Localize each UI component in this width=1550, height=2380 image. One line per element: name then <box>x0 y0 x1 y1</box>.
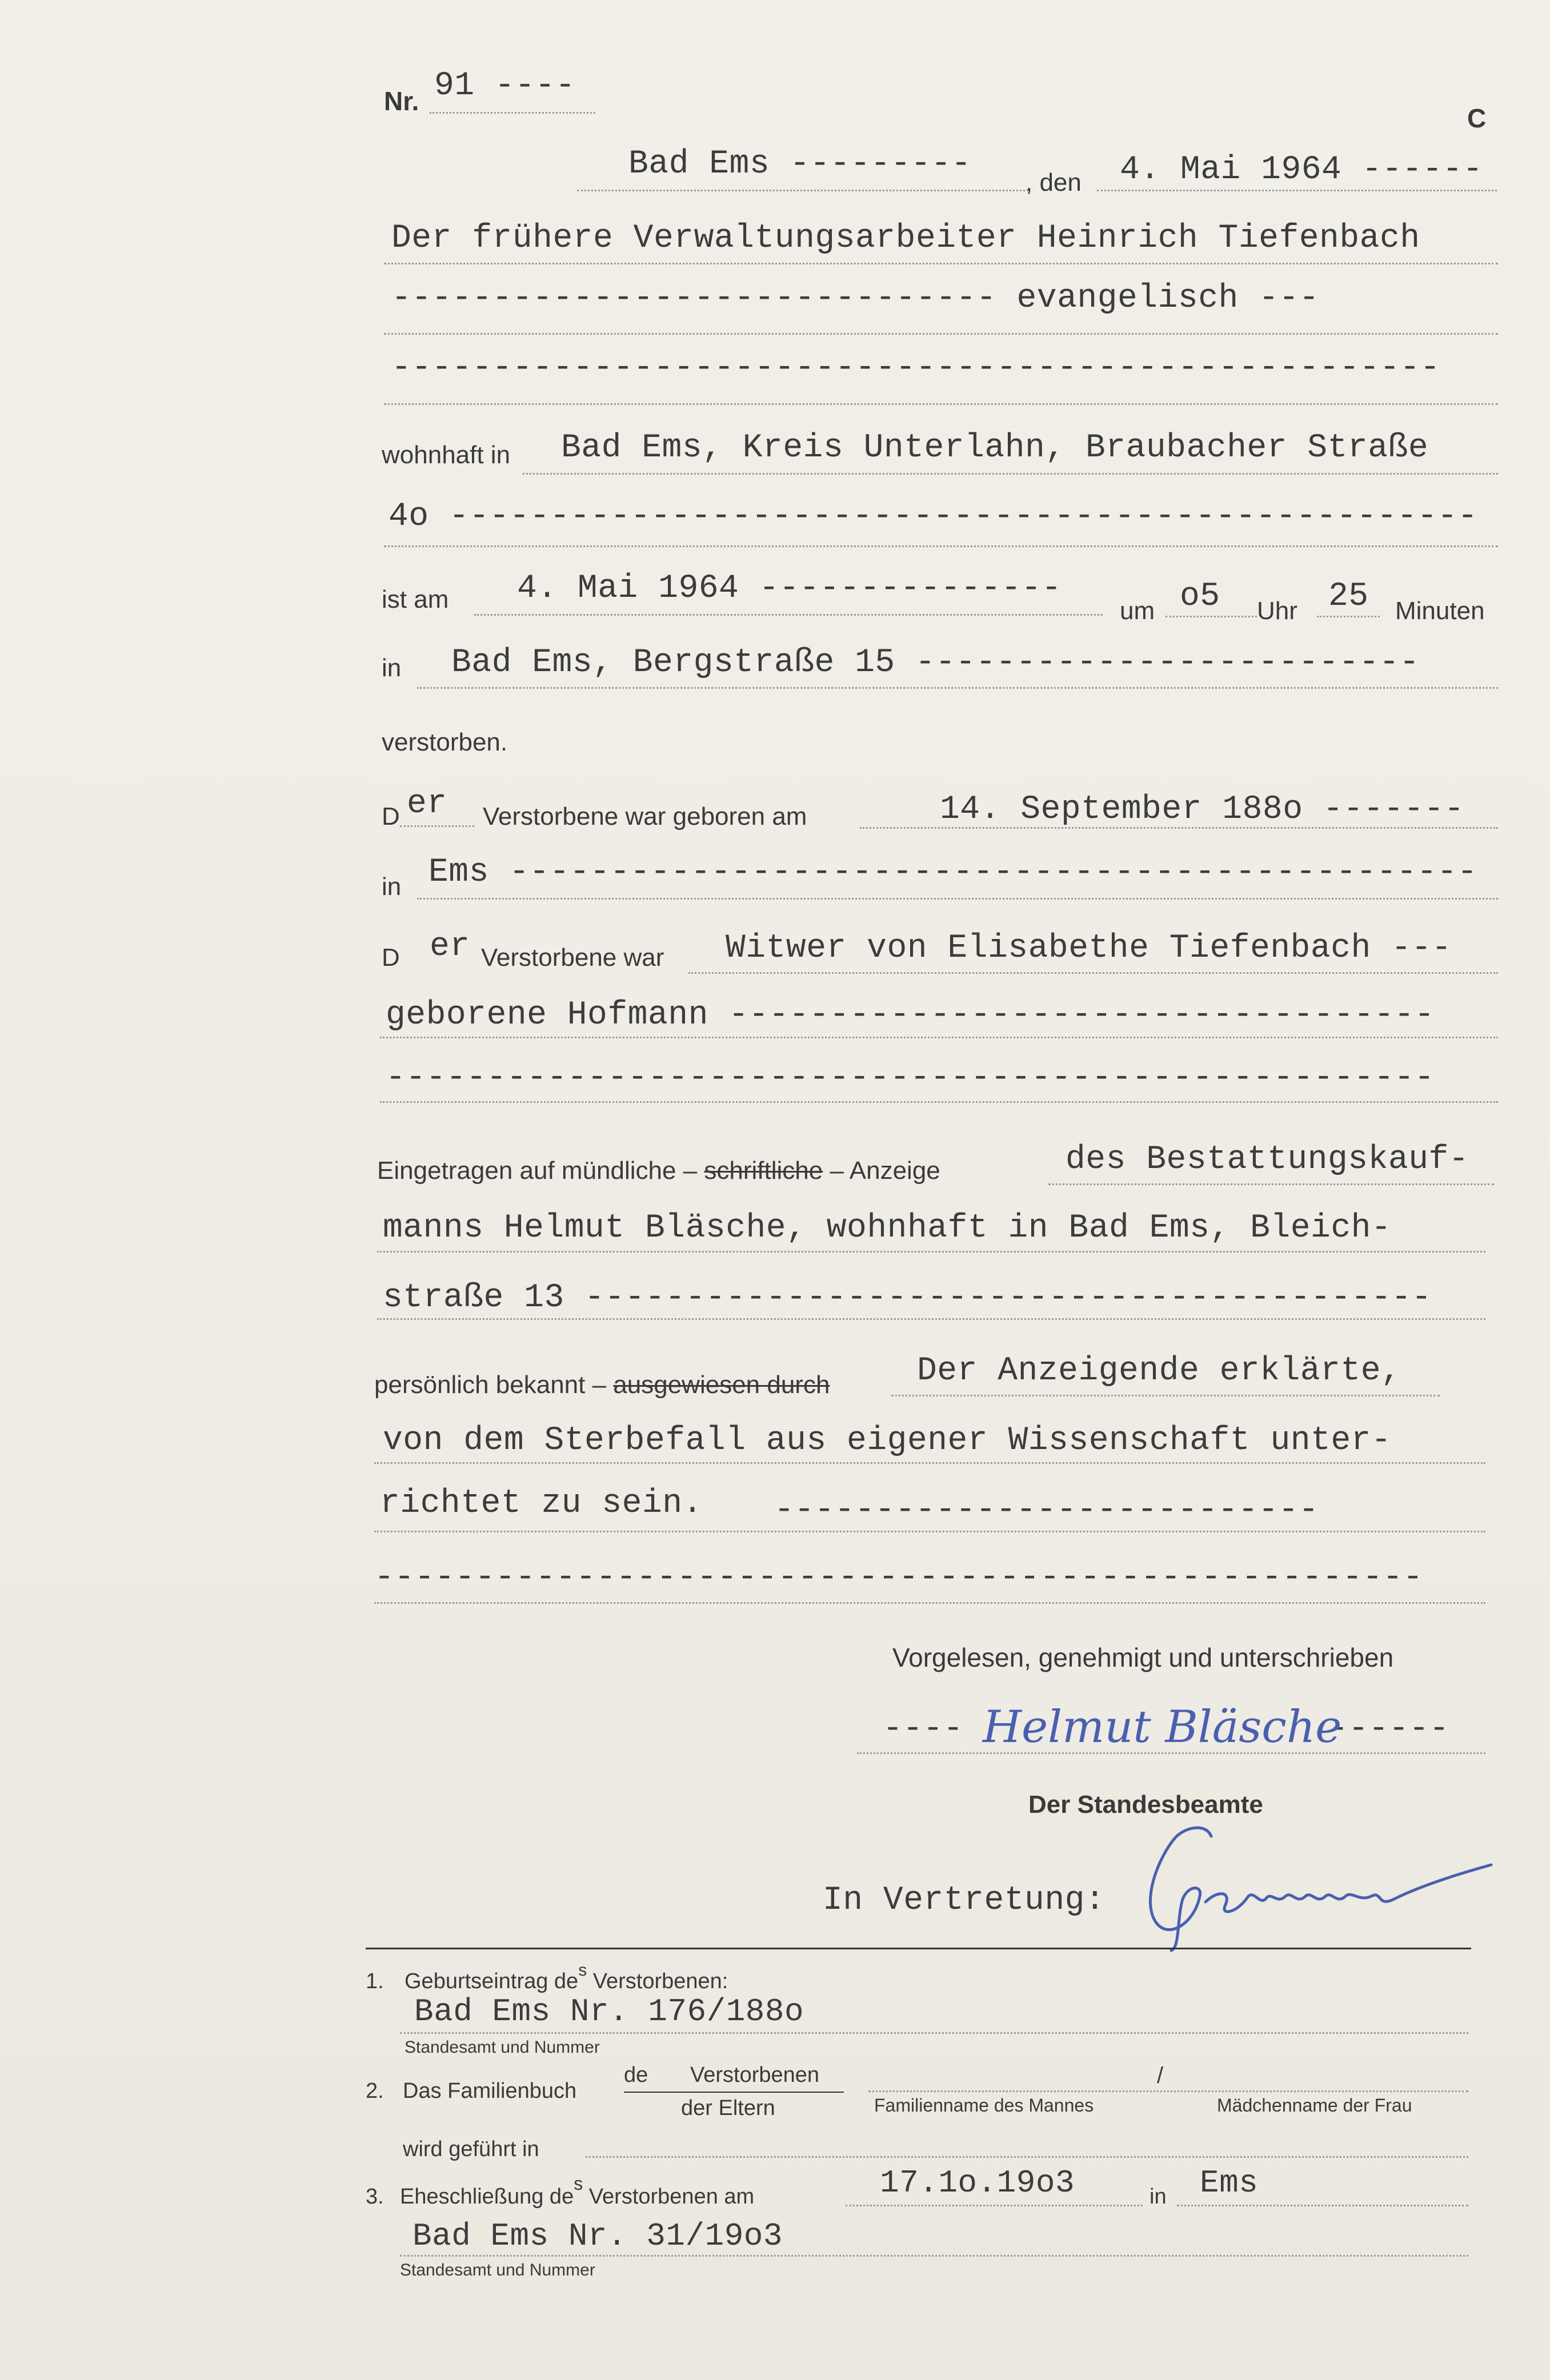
item-1-caption: Standesamt und Nummer <box>404 2038 600 2057</box>
item-3-in-label: in <box>1150 2185 1167 2209</box>
item-3-date: 17.1o.19o3 <box>880 2165 1075 2201</box>
item-3-number: 3. <box>366 2185 384 2209</box>
item-3-place: Ems <box>1200 2165 1259 2201</box>
minuten-label: Minuten <box>1395 597 1485 625</box>
item-2-label: Das Familienbuch <box>403 2079 577 2103</box>
d-label: D <box>382 944 400 972</box>
birth-place: Ems ------------------------------------------------ <box>428 854 1477 891</box>
underline <box>1048 1183 1494 1185</box>
deceased-line-1: Der frühere Verwaltungsarbeiter Heinrich Tiefenbach <box>391 220 1420 257</box>
underline <box>400 2255 1468 2257</box>
underline <box>1165 616 1257 617</box>
death-hour: o5 <box>1180 578 1220 615</box>
um-label: um <box>1120 597 1155 625</box>
item-2-de: de <box>624 2063 648 2087</box>
informant-line-3: straße 13 ------------------------------------------ <box>383 1279 1432 1317</box>
informant-line-6: richtet zu sein. <box>380 1485 703 1522</box>
item-2-verstorbenen: Verstorbenen <box>690 2063 820 2087</box>
in-label: in <box>382 654 402 682</box>
item-2-eltern: der Eltern <box>681 2096 775 2120</box>
item-2-wird-label: wird geführt in <box>403 2137 539 2161</box>
underline <box>374 1462 1485 1464</box>
entry-label: Eingetragen auf mündliche – schriftliche – Anzeige <box>377 1157 940 1185</box>
death-minutes: 25 <box>1328 578 1369 615</box>
underline <box>474 614 1103 616</box>
underline <box>384 403 1498 405</box>
underline <box>400 2032 1468 2034</box>
er-suffix: er <box>430 928 470 965</box>
deceased-line-3: ---------------------------------------------------- <box>391 350 1440 387</box>
dash-right: ------ <box>1328 1711 1449 1748</box>
item-3-label: Eheschließung $de^s$ Verstorbenen am <box>400 2173 755 2209</box>
informant-line-6-dashes: --------------------------- <box>774 1492 1319 1529</box>
informant-signature <box>971 1685 1342 1771</box>
informant-line-2: manns Helmut Bläsche, wohnhaft in Bad Ems, Bleich- <box>383 1210 1392 1247</box>
header-date: 4. Mai 1964 ------ <box>1120 151 1483 188</box>
underline <box>868 2090 1468 2092</box>
informant-signature-text: Helmut Bläsche <box>983 1701 1342 1753</box>
born-label: Verstorbene war geboren am <box>483 802 807 830</box>
underline <box>523 473 1498 475</box>
underline <box>1177 2205 1468 2206</box>
underline <box>377 1318 1485 1320</box>
registrar-signature <box>1120 1805 1508 1953</box>
informant-line-4: Der Anzeigende erklärte, <box>917 1352 1401 1390</box>
registrar-label: Der Standesbeamte <box>1028 1791 1263 1819</box>
underline <box>891 1395 1440 1396</box>
marital-line-1: Witwer von Elisabethe Tiefenbach --- <box>726 930 1452 967</box>
den-label: , den <box>1026 168 1082 196</box>
uhr-label: Uhr <box>1257 597 1297 625</box>
address-line-2: 4o --------------------------------------------------- <box>388 498 1478 535</box>
place: Bad Ems --------- <box>628 146 972 183</box>
item-2-number: 2. <box>366 2079 384 2103</box>
ist-am-label: ist am <box>382 585 449 613</box>
underline <box>380 1101 1498 1103</box>
address-line-1: Bad Ems, Kreis Unterlahn, Braubacher Straße <box>561 430 1429 467</box>
underline <box>374 1602 1485 1604</box>
form-letter: C <box>1467 103 1487 133</box>
item-1-number: 1. <box>366 1969 384 1993</box>
informant-line-7: ---------------------------------------------------- <box>374 1559 1423 1596</box>
item-2-caption-woman: Mädchenname der Frau <box>1217 2095 1412 2116</box>
read-approved-label: Vorgelesen, genehmigt und unterschrieben <box>892 1643 1394 1672</box>
nr-label: Nr. <box>384 86 419 116</box>
informant-line-5: von dem Sterbefall aus eigener Wissenschaft unter- <box>383 1422 1392 1459</box>
underline <box>384 263 1498 264</box>
underline <box>384 545 1498 547</box>
informant-line-1: des Bestattungskauf- <box>1066 1141 1469 1178</box>
divider-line <box>366 1948 1471 1949</box>
wohnhaft-label: wohnhaft in <box>382 441 511 469</box>
deceased-line-2: ------------------------------ evangelisch --- <box>391 280 1320 317</box>
known-label: persönlich bekannt – ausgewiesen durch <box>374 1371 830 1399</box>
er-suffix: er <box>407 785 447 822</box>
nr-underline <box>430 112 595 114</box>
underline <box>417 687 1498 689</box>
death-date: 4. Mai 1964 --------------- <box>517 570 1062 607</box>
underline <box>860 827 1498 829</box>
birth-in-label: in <box>382 873 402 901</box>
date-underline <box>1097 190 1497 191</box>
underline <box>380 1037 1498 1038</box>
d-label: D <box>382 802 400 830</box>
underline <box>377 1251 1485 1253</box>
birth-date: 14. September 188o ------- <box>940 791 1464 828</box>
underline <box>846 2205 1143 2206</box>
underline <box>586 2156 1468 2158</box>
place-underline <box>577 190 1028 191</box>
item-2-slash: / <box>1157 2063 1164 2088</box>
item-3-caption: Standesamt und Nummer <box>400 2261 595 2279</box>
verstorben-label: verstorben. <box>382 728 508 756</box>
underline <box>374 1531 1485 1532</box>
dash-left: ---- <box>883 1711 964 1748</box>
underline <box>1317 616 1380 617</box>
item-2-caption-man: Familienname des Mannes <box>874 2095 1094 2116</box>
fraction-line <box>624 2092 844 2093</box>
underline <box>417 898 1498 900</box>
underline <box>400 825 474 827</box>
marital-line-2: geborene Hofmann ----------------------------------- <box>386 997 1435 1034</box>
nr-value: 91 ---- <box>434 67 576 105</box>
underline <box>688 972 1498 974</box>
underline <box>384 333 1498 335</box>
item-3-value: Bad Ems Nr. 31/19o3 <box>412 2218 783 2254</box>
death-place: Bad Ems, Bergstraße 15 ------------------------- <box>451 644 1420 681</box>
item-1-label: Geburtseintrag $de^s$ Verstorbenen: <box>404 1961 728 1993</box>
deputy-label: In Vertretung: <box>823 1882 1106 1919</box>
marital-line-3: ---------------------------------------------------- <box>386 1059 1435 1097</box>
marital-label: Verstorbene war <box>481 944 664 972</box>
item-1-value: Bad Ems Nr. 176/188o <box>414 1993 804 2030</box>
